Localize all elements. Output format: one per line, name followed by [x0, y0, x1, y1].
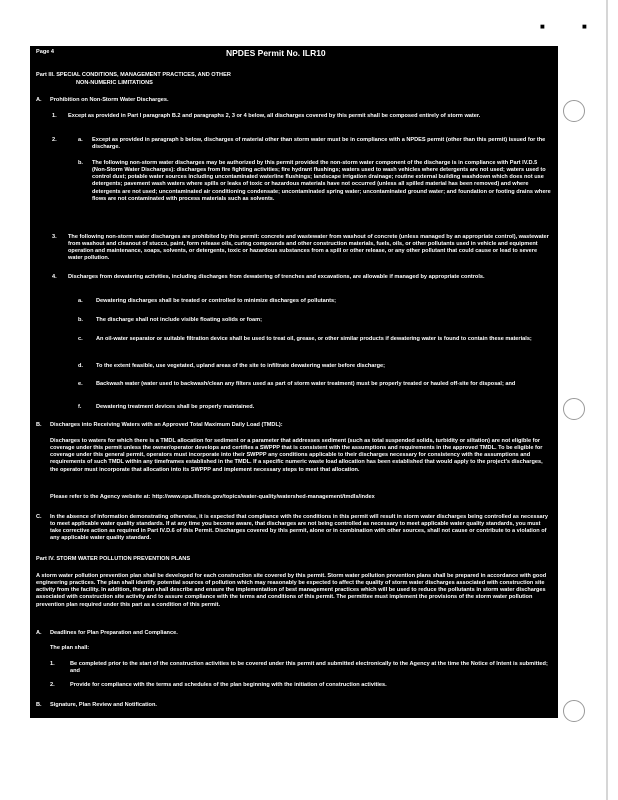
agency-website-link[interactable]: Please refer to the Agency website at: http://www.epa.illinois.gov/topics/water-quality/watershed-management/tmdls/index	[50, 494, 375, 500]
part4-item-text: Be completed prior to the start of the construction activities to be covered under this permit and submitted electronically to the Agency at the time the Notice of Intent is submitted; and	[70, 661, 548, 675]
item-num: 3.	[52, 234, 57, 240]
part4-a-label: A.	[36, 630, 42, 636]
section-b-label: B.	[36, 422, 42, 428]
dewatering-sub: e.	[78, 381, 83, 387]
part3-heading-2: NON-NUMERIC LIMITATIONS	[76, 80, 153, 86]
item-text: Except as provided in Part I paragraph B.2 and paragraphs 2, 3 or 4 below, all discharges covered by this permit shall be composed entirely of storm water.	[68, 113, 481, 119]
binder-hole-top	[563, 100, 585, 122]
part4-intro: A storm water pollution prevention plan shall be developed for each construction site covered by this permit. Storm water pollution prevention plans shall be prepared in accordance with good engineering practices. The plan shall identify potential sources of pollution which may reasonably be expected to affect the quality of storm water discharges associated with construction site activity from the facility. In addition, the plan shall describe and ensure the implementation of best management practices which will be used to reduce the pollutants in storm water discharges associated with construction site activity and to assure compliance with the terms and conditions of this permit. The permittee must implement the provisions of the storm water pollution prevention plan required under this part as a condition of this permit.	[36, 573, 547, 608]
item-text: Discharges from dewatering activities, including discharges from dewatering of trenches and excavations, are allowable if managed by appropriate controls.	[68, 274, 485, 280]
page-label: Page 4	[36, 49, 55, 55]
dewatering-sub: d.	[78, 363, 83, 369]
binder-hole-middle	[563, 398, 585, 420]
item-num: 2.	[52, 137, 57, 143]
dewatering-sub: c.	[78, 336, 83, 342]
item-num: 1.	[52, 113, 57, 119]
part4-b-title: Signature, Plan Review and Notification.	[50, 702, 157, 708]
part3-heading-1: Part III. SPECIAL CONDITIONS, MANAGEMENT PRACTICES, AND OTHER	[36, 72, 231, 78]
item-text: Except as provided in paragraph b below, discharges of material other than storm water must be in compliance with a NPDES permit (other than this permit) issued for the discharge.	[92, 137, 546, 151]
section-c-text: In the absence of information demonstrating otherwise, it is expected that compliance with the conditions in this permit will result in storm water discharges being controlled as necessary to meet applicable water quality standards. If at any time you become aware, that discharges are not being controlled as necessary to meet applicable water quality standards, you must take corrective action as required in Part IV.D.6 of this Permit. Discharges covered by this permit, alone or in combination with other sources, shall not cause or contribute to a violation of any applicable water quality standard.	[50, 514, 548, 542]
dewatering-text: An oil-water separator or suitable filtration device shall be used to treat oil, grease, or other similar products if dewatering water is found to contain these materials;	[96, 336, 532, 342]
part4-item-num: 2.	[50, 682, 55, 688]
part4-item-text: Provide for compliance with the terms and schedules of the plan beginning with the initiation of construction activities.	[70, 682, 387, 688]
section-c-label: C.	[36, 514, 42, 520]
item-num: 4.	[52, 274, 57, 280]
dewatering-sub: b.	[78, 317, 83, 323]
section-b-title: Discharges into Receiving Waters with an Approved Total Maximum Daily Load (TMDL):	[50, 422, 283, 428]
binder-hole-bottom	[563, 700, 585, 722]
page-edge-shadow	[606, 0, 608, 800]
part4-b-label: B.	[36, 702, 42, 708]
item-sub: a.	[78, 137, 83, 143]
part4-a-lead: The plan shall:	[50, 645, 90, 651]
dewatering-sub: a.	[78, 298, 83, 304]
item-sub: b.	[78, 160, 83, 166]
dewatering-text: Dewatering treatment devices shall be properly maintained.	[96, 404, 255, 410]
permit-title: NPDES Permit No. ILR10	[226, 48, 326, 58]
section-a-label: A.	[36, 97, 42, 103]
corner-mark-right: ■	[582, 22, 587, 31]
item-text: The following non-storm water discharges are prohibited by this permit: concrete and wastewater from washout of concrete (unless managed by an appropriate control), wastewater from washout and cleanout of stucco, paint, form release oils, curing compounds and other construction materials, fuels, oils, or other pollutants used in vehicle and equipment operation and maintenance, soaps, solvents, or detergents, toxic or hazardous substances from a spill or other release, or any other pollutant that could cause or lead to severe water pollution.	[68, 234, 549, 262]
item-text: The following non-storm water discharges may be authorized by this permit provided the non-storm water component of the discharge is in compliance with Part IV.D.5 (Non-Storm Water Discharges): discharges from fire fighting activities; fire hydrant flushings; waters used to wash vehicles where detergents are not used; waters used to control dust; potable water sources including uncontaminated waterline flushings; landscape irrigation drainage; routine external building washdown which does not use detergents; pavement wash waters where spills or leaks of toxic or hazardous materials have not occurred (unless all spilled material has been removed) and where detergents are not used; uncontaminated air conditioning condensate; uncontaminated spring water; uncontaminated ground water; and foundation or footing drains where flows are not contaminated with process materials such as solvents.	[92, 160, 551, 202]
dewatering-sub: f.	[78, 404, 82, 410]
part4-a-title: Deadlines for Plan Preparation and Compliance.	[50, 630, 178, 636]
scanned-page	[30, 46, 558, 718]
part4-heading: Part IV. STORM WATER POLLUTION PREVENTION PLANS	[36, 556, 191, 562]
section-a-title: Prohibition on Non-Storm Water Discharges.	[50, 97, 169, 103]
dewatering-text: The discharge shall not include visible floating solids or foam;	[96, 317, 262, 323]
dewatering-text: Dewatering discharges shall be treated or controlled to minimize discharges of pollutants;	[96, 298, 336, 304]
corner-mark-left: ■	[540, 22, 545, 31]
section-b-text: Discharges to waters for which there is a TMDL allocation for sediment or a parameter that addresses sediment (such as total suspended solids, turbidity or siltation) are not eligible for coverage under this permit unless the owner/operator develops and certifies a SWPPP that is consistent with the assumptions and requirements in the approved TMDL. To be eligible for coverage under this general permit, operators must incorporate into their SWPPP any conditions applicable to their discharges necessary for consistency with the assumptions and requirements of such TMDL within any timeframes established in the TMDL. If a specific numeric waste load allocation has been established that would apply to the project's discharges, the operator must incorporate that allocation into its SWPPP and implement necessary steps to meet that allocation.	[50, 438, 543, 473]
dewatering-text: Backwash water (water used to backwash/clean any filters used as part of storm water treatment) must be properly treated or hauled off-site for disposal; and	[96, 381, 516, 387]
part4-item-num: 1.	[50, 661, 55, 667]
dewatering-text: To the extent feasible, use vegetated, upland areas of the site to infiltrate dewatering water before discharge;	[96, 363, 385, 369]
